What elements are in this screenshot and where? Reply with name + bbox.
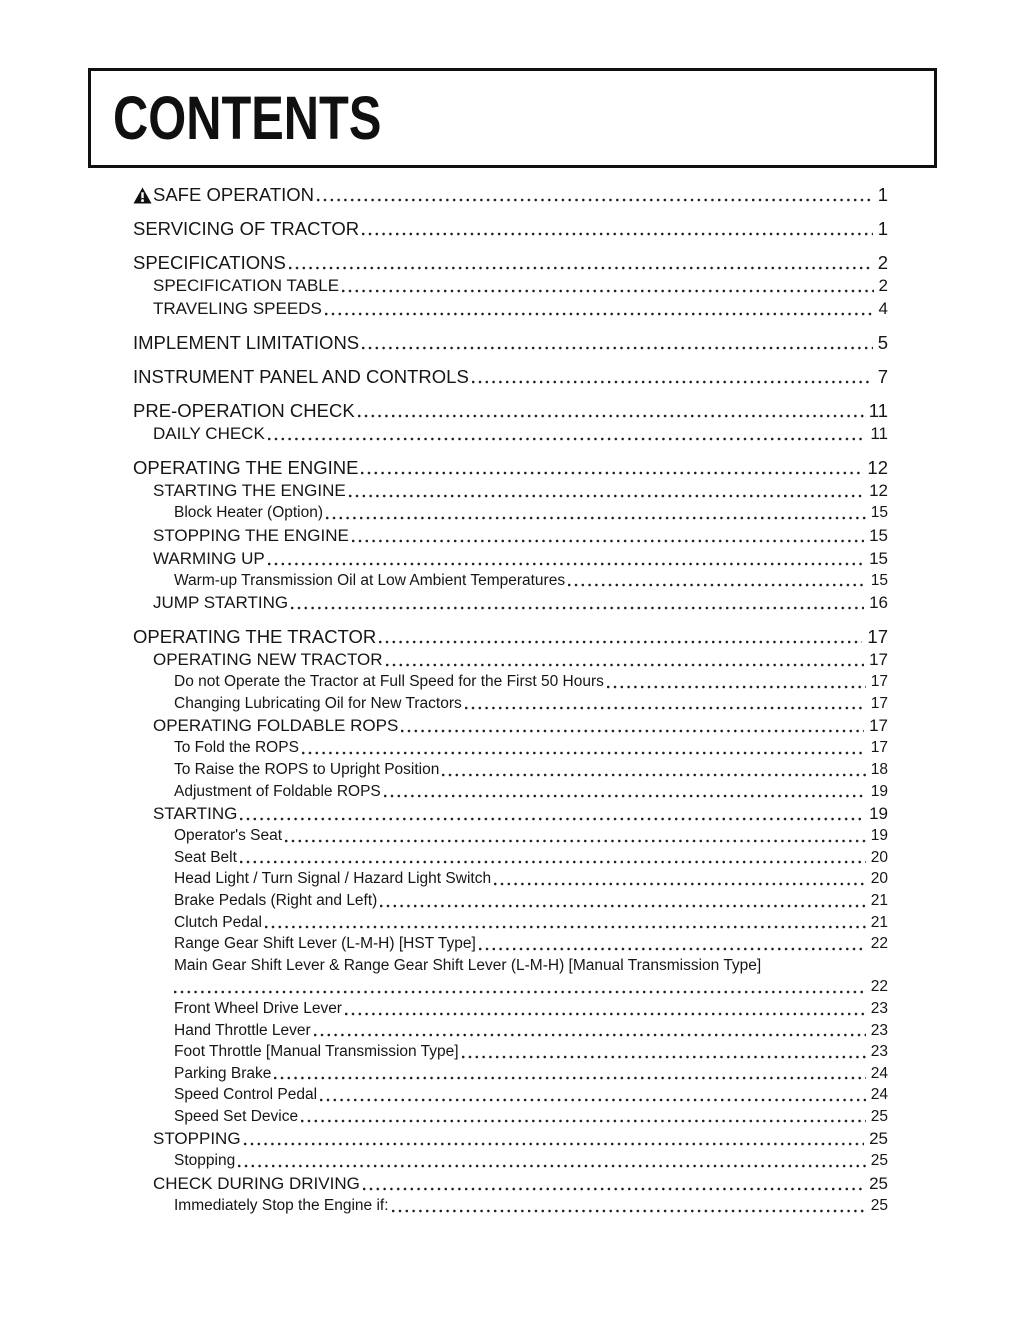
toc-entry-page: 25: [870, 1107, 888, 1125]
toc-entry: [174, 998, 888, 1020]
toc-entry-label: OPERATING THE ENGINE: [133, 457, 359, 478]
dot-leader: [342, 289, 873, 293]
dot-leader: [384, 794, 866, 798]
toc-entry: [174, 912, 888, 934]
toc-entry-label: Warm-up Transmission Oil at Low Ambient Temperatures: [174, 571, 566, 589]
dot-leader: [240, 817, 864, 821]
dot-leader: [442, 773, 865, 777]
toc-entry-page: 12: [869, 481, 888, 500]
toc-entry: [174, 502, 888, 524]
toc-entry: [174, 890, 888, 912]
dot-leader: [320, 1098, 866, 1102]
toc-entry-page: 21: [870, 913, 888, 931]
toc-entry-label: Range Gear Shift Lever (L-M-H) [HST Type]: [174, 935, 476, 953]
toc-entry-label: Speed Set Device: [174, 1107, 299, 1125]
page-title: CONTENTS: [113, 84, 382, 152]
toc-entry-page: 11: [870, 424, 888, 443]
toc-entry-label: OPERATING NEW TRACTOR: [153, 650, 383, 670]
toc-entry-label: Stopping: [174, 1152, 236, 1170]
toc-entry-page: 11: [868, 400, 888, 421]
toc-entry-label: IMPLEMENT LIMITATIONS: [133, 332, 360, 353]
toc-entry: [174, 671, 888, 693]
toc-entry-page: 17: [869, 650, 888, 670]
dot-leader: [363, 1187, 864, 1191]
toc-entry: [174, 1195, 888, 1217]
dot-leader: [392, 1209, 866, 1213]
toc-entry: [133, 365, 888, 388]
dot-leader: [465, 706, 866, 710]
dot-leader: [386, 663, 865, 667]
toc-entry-page: 5: [877, 332, 888, 353]
toc-entry: [153, 648, 888, 671]
toc-entry-label: DAILY CHECK: [153, 424, 265, 443]
toc-entry-label: SPECIFICATIONS: [133, 252, 286, 273]
toc-entry-label: PRE-OPERATION CHECK: [133, 400, 355, 421]
dot-leader: [472, 380, 873, 384]
toc-entry-label: SAFE OPERATION: [153, 184, 315, 205]
dot-leader: [244, 1142, 865, 1146]
toc-entry: [174, 976, 888, 998]
dot-leader: [362, 346, 873, 350]
dot-leader: [607, 685, 866, 689]
toc-entry: [133, 456, 888, 479]
toc-entry-page: 21: [870, 891, 888, 909]
toc-entry: [133, 331, 888, 354]
toc-entry-label: Front Wheel Drive Lever: [174, 999, 342, 1017]
dot-leader: [291, 606, 864, 610]
toc-entry-page: 19: [870, 827, 888, 845]
toc-entry-page: 15: [870, 571, 888, 589]
dot-leader: [325, 312, 874, 316]
toc-entry-page: 4: [878, 299, 888, 318]
dot-leader: [268, 562, 864, 566]
dot-leader: [301, 1119, 866, 1123]
toc-entry: [133, 217, 888, 240]
toc-entry-page: 23: [870, 1043, 888, 1061]
toc-entry: [174, 570, 888, 592]
toc-entry-page: 17: [869, 716, 888, 736]
toc-entry: [133, 625, 888, 648]
toc-entry-label: Block Heater (Option): [174, 504, 324, 521]
toc-entry-label: SERVICING OF TRACTOR: [133, 218, 360, 239]
toc-entry-page: 12: [867, 457, 888, 478]
toc-entry: [174, 1041, 888, 1063]
toc-entry-label: Speed Control Pedal: [174, 1086, 318, 1104]
toc-entry-label: Changing Lubricating Oil for New Tractors: [174, 694, 462, 712]
toc-entry-page: 15: [869, 525, 888, 545]
toc-entry-page: 16: [869, 593, 888, 613]
toc-entry: [174, 868, 888, 890]
dot-leader: [240, 860, 866, 864]
toc-entry: [174, 1150, 888, 1172]
dot-leader: [358, 414, 864, 418]
dot-leader: [462, 1055, 866, 1059]
toc-entry-label: TRAVELING SPEEDS: [153, 299, 322, 318]
dot-leader: [268, 437, 866, 441]
toc-entry: [153, 422, 888, 445]
toc-entry-page: 15: [870, 504, 888, 521]
toc-entry-page: 25: [870, 1197, 888, 1215]
toc-entry: [153, 274, 888, 297]
toc-entry-label: STARTING THE ENGINE: [153, 481, 346, 500]
dot-leader: [274, 1076, 865, 1080]
dot-leader: [352, 539, 864, 543]
dot-leader: [479, 947, 866, 951]
toc-entry-label: JUMP STARTING: [153, 593, 289, 613]
toc-entry-page: 23: [870, 1021, 888, 1039]
dot-leader: [265, 925, 866, 929]
toc-entry: [174, 1063, 888, 1085]
dot-leader: [568, 583, 866, 587]
toc-entry: [174, 933, 888, 955]
dot-leader: [379, 640, 862, 644]
toc-entry-page: 24: [870, 1064, 888, 1082]
toc-entry-label: To Raise the ROPS to Upright Position: [174, 760, 440, 778]
toc-entry-page: 2: [878, 276, 888, 295]
dot-leader: [361, 471, 862, 475]
toc-entry: [174, 693, 888, 715]
toc-entry-label: Clutch Pedal: [174, 913, 262, 931]
dot-leader: [345, 1012, 866, 1016]
toc-entry-label: Immediately Stop the Engine if:: [174, 1197, 389, 1215]
toc-entry: [153, 1172, 888, 1195]
toc-entry-page: 19: [869, 804, 888, 824]
toc-entry-page: 20: [870, 848, 888, 866]
dot-leader: [362, 232, 873, 236]
dot-leader: [494, 882, 866, 886]
toc-entry-label: CHECK DURING DRIVING: [153, 1174, 360, 1194]
dot-leader: [326, 516, 866, 520]
toc-entry: [153, 479, 888, 502]
toc-entry-label: Hand Throttle Lever: [174, 1021, 311, 1039]
toc-entry: [153, 802, 888, 825]
dot-leader: [401, 729, 864, 733]
toc-entry: [153, 547, 888, 570]
toc-entry-label: Seat Belt: [174, 848, 237, 866]
toc-entry-label: SPECIFICATION TABLE: [153, 276, 340, 295]
toc-entry-page: 18: [870, 760, 888, 778]
toc-entry-page: 2: [877, 252, 888, 273]
toc-list: [133, 172, 888, 1217]
toc-entry-page: 17: [867, 626, 888, 648]
toc-entry-label: Parking Brake: [174, 1064, 272, 1082]
toc-entry-page: 1: [877, 218, 888, 239]
toc-entry-page: 17: [870, 739, 888, 757]
dot-leader: [238, 1164, 866, 1168]
dot-leader: [289, 266, 873, 270]
dot-leader: [317, 198, 873, 202]
toc-entry-page: 20: [870, 870, 888, 888]
toc-entry-page: 7: [877, 366, 888, 387]
toc-entry-label: To Fold the ROPS: [174, 739, 299, 757]
toc-entry-page: 23: [870, 999, 888, 1017]
toc-entry: [153, 297, 888, 320]
toc-entry-label: Operator's Seat: [174, 827, 283, 845]
toc-entry: [133, 251, 888, 274]
toc-entry-label: OPERATING THE TRACTOR: [133, 626, 377, 648]
toc-entry-page: 1: [877, 184, 888, 205]
dot-leader: [349, 494, 864, 498]
toc-entry: [174, 955, 888, 977]
toc-entry-page: 17: [870, 673, 888, 691]
toc-entry: [153, 714, 888, 737]
toc-entry: [133, 399, 888, 422]
dot-leader: [302, 751, 866, 755]
toc-entry-label: Main Gear Shift Lever & Range Gear Shift Lever (L-M-H) [Manual Transmission Type]: [174, 956, 762, 974]
toc-entry-page: 25: [869, 1174, 888, 1194]
toc-entry: [174, 825, 888, 847]
toc-entry-label: Adjustment of Foldable ROPS: [174, 782, 381, 800]
toc-entry-page: 25: [870, 1152, 888, 1170]
toc-entry-page: 22: [870, 978, 888, 996]
dot-leader: [285, 839, 866, 843]
contents-title-box: [88, 68, 937, 168]
toc-entry-page: 19: [870, 782, 888, 800]
toc-entry-page: 24: [870, 1086, 888, 1104]
toc-entry-label: INSTRUMENT PANEL AND CONTROLS: [133, 366, 469, 387]
warning-triangle-icon: [133, 187, 152, 204]
toc-entry-label: WARMING UP: [153, 548, 265, 568]
dot-leader: [380, 904, 865, 908]
toc-entry-label: STARTING: [153, 804, 238, 824]
toc-entry-label: Foot Throttle [Manual Transmission Type]: [174, 1043, 459, 1061]
toc-entry-label: STOPPING: [153, 1129, 241, 1149]
toc-entry-page: 15: [869, 548, 888, 568]
dot-leader: [314, 1033, 866, 1037]
toc-entry: [153, 524, 888, 547]
toc-entry-label: Head Light / Turn Signal / Hazard Light Switch: [174, 870, 492, 888]
toc-entry: [153, 591, 888, 614]
toc-entry-label: Brake Pedals (Right and Left): [174, 891, 378, 909]
toc-entry: [153, 1127, 888, 1150]
dot-leader: [174, 990, 866, 994]
toc-entry-label: STOPPING THE ENGINE: [153, 525, 349, 545]
toc-entry: [174, 847, 888, 869]
toc-entry-page: 17: [870, 694, 888, 712]
toc-entry-page: 22: [870, 935, 888, 953]
toc-entry-label: Do not Operate the Tractor at Full Speed for the First 50 Hours: [174, 673, 604, 691]
toc-entry: [174, 781, 888, 803]
toc-entry: [174, 1020, 888, 1042]
toc-entry: [133, 183, 888, 206]
toc-entry-page: 25: [869, 1129, 888, 1149]
toc-entry: [174, 1106, 888, 1128]
toc-entry: [174, 737, 888, 759]
toc-entry-label: OPERATING FOLDABLE ROPS: [153, 716, 399, 736]
toc-entry: [174, 759, 888, 781]
toc-entry: [174, 1084, 888, 1106]
